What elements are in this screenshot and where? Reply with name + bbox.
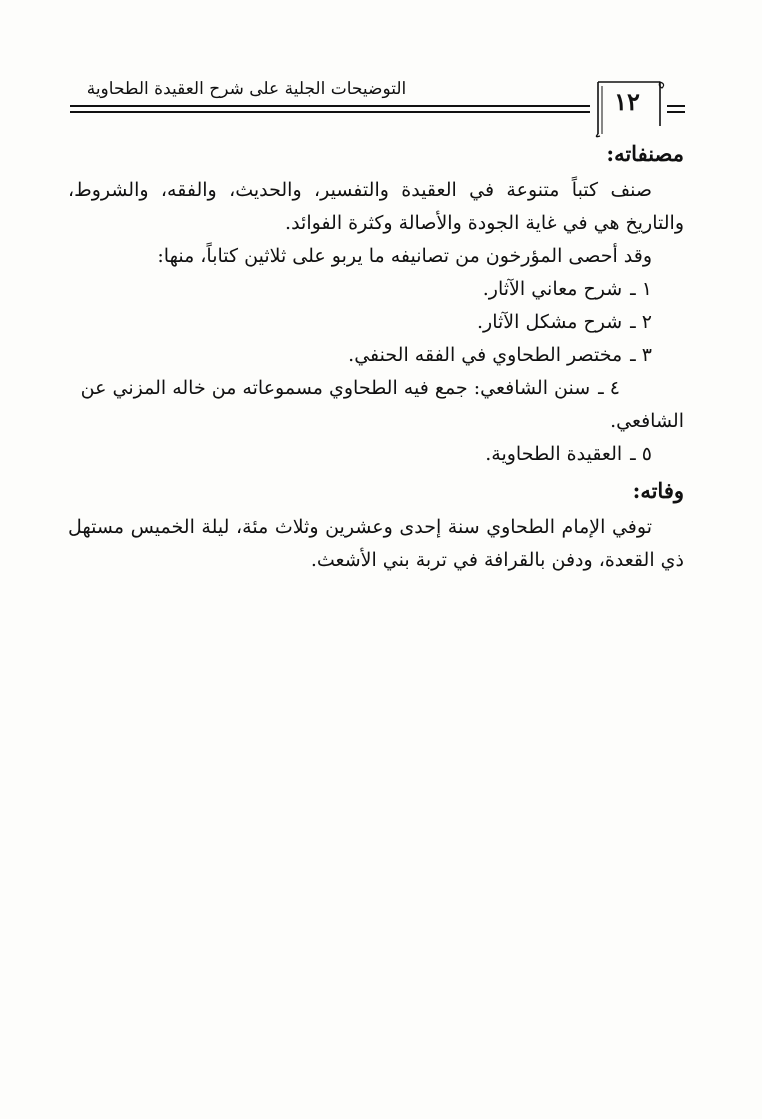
section-heading-death: وفاته: [632, 478, 684, 503]
header-rule-tail-top [667, 105, 685, 107]
list-item-text: سنن الشافعي: جمع فيه الطحاوي مسموعاته من خاله المزني عن الشافعي. [80, 377, 684, 432]
page-number: ١٢ [614, 87, 640, 116]
page-body [68, 138, 684, 577]
running-header-title: التوضيحات الجلية على شرح العقيدة الطحاوية [86, 79, 407, 99]
works-paragraph: صنف كتباً متنوعة في العقيدة والتفسير، والحديث، والفقه، والشروط، والتاريخ هي في غاية الجودة والأصالة وكثرة الفوائد. [68, 179, 684, 234]
list-item-number: ٣ ـ [630, 344, 652, 366]
list-item [68, 438, 684, 471]
page-number-scroll-frame [592, 76, 667, 122]
list-item-number: ٤ ـ [598, 377, 620, 399]
list-item [68, 306, 684, 339]
list-item-number: ٢ ـ [630, 311, 652, 333]
running-header [70, 66, 685, 126]
list-item [68, 372, 684, 438]
death-paragraph: توفي الإمام الطحاوي سنة إحدى وعشرين وثلاث مئة، ليلة الخميس مستهل ذي القعدة، ودفن بالقرافة في تربة بني الأشعث. [68, 516, 684, 571]
header-rule-bottom [70, 111, 590, 113]
list-item-text: مختصر الطحاوي في الفقه الحنفي. [348, 344, 623, 366]
header-rule-tail-bottom [667, 111, 685, 113]
works-list [68, 273, 684, 471]
list-item-text: العقيدة الطحاوية. [485, 443, 623, 465]
list-item [68, 273, 684, 306]
list-item-number: ٥ ـ [630, 443, 652, 465]
section-heading-works: مصنفاته: [606, 141, 684, 166]
works-count-paragraph: وقد أحصى المؤرخون من تصانيفه ما يربو على ثلاثين كتاباً، منها: [157, 245, 652, 267]
header-rule-top [70, 105, 590, 107]
list-item-text: شرح معاني الآثار. [482, 278, 623, 300]
list-item [68, 339, 684, 372]
list-item-number: ١ ـ [630, 278, 652, 300]
list-item-text: شرح مشكل الآثار. [477, 311, 623, 333]
